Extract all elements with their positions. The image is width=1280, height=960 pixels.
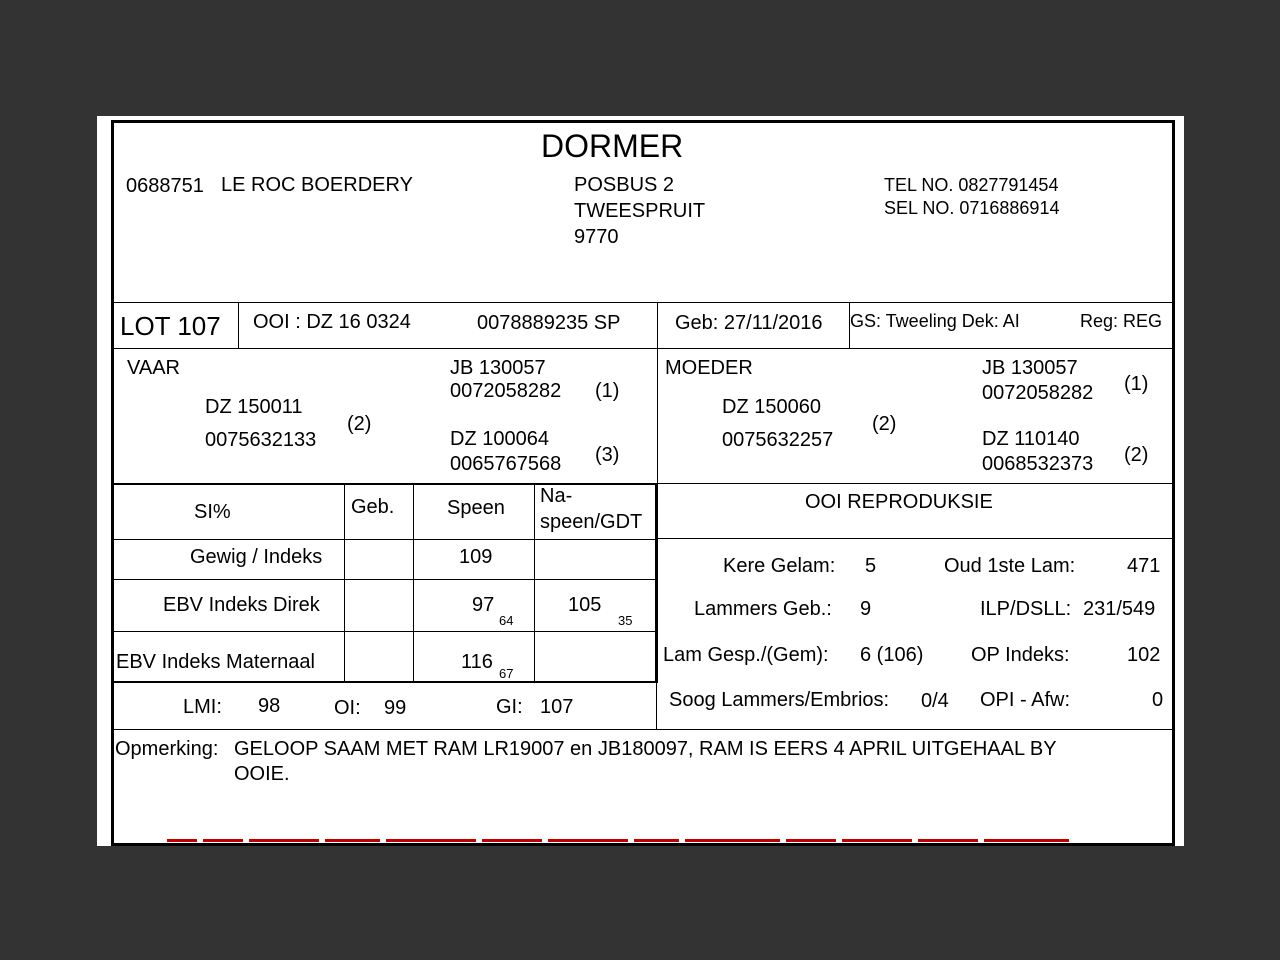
divider-table-header (114, 539, 658, 540)
dam-id: DZ 150060 (722, 396, 821, 418)
value-gewig-speen: 109 (459, 546, 493, 568)
value-direk-naspeen-acc: 35 (618, 613, 633, 628)
value-maternaal-speen: 116 (461, 651, 493, 673)
divider-remark-top (114, 729, 1172, 730)
dam-dam-id: DZ 110140 (982, 428, 1080, 450)
ewe-number: 0078889235 SP (477, 312, 621, 334)
kere-value: 5 (865, 555, 877, 577)
divider-col-speen (413, 484, 414, 682)
opi-value: 0 (1152, 689, 1164, 711)
lmi-value: 98 (258, 695, 281, 717)
sire-sire-grade: (1) (595, 380, 620, 402)
header-speen: Speen (447, 497, 505, 519)
tel-number: TEL NO. 0827791454 (884, 175, 1059, 195)
dam-sire-grade: (1) (1124, 373, 1149, 395)
divider-table-top (114, 483, 658, 485)
cut-off-red-text (167, 839, 1127, 845)
row-label-gewig: Gewig / Indeks (190, 546, 323, 568)
divider-col-naspeen (534, 484, 535, 682)
divider-repro-header (658, 538, 1172, 539)
sire-sire-number: 0072058282 (450, 380, 562, 402)
kere-label: Kere Gelam: (723, 555, 836, 577)
op-label: OP Indeks: (971, 644, 1070, 666)
divider-repro-left (656, 683, 657, 729)
divider-col-geb (344, 484, 345, 682)
lot-card (97, 116, 1184, 846)
gi-value: 107 (540, 696, 574, 718)
sire-label: VAAR (127, 357, 180, 379)
breed-title: DORMER (541, 128, 684, 164)
oi-label: OI: (334, 697, 361, 719)
address-line-3: 9770 (574, 226, 619, 248)
dam-dam-grade: (2) (1124, 444, 1149, 466)
birth-date: Geb: 27/11/2016 (675, 312, 823, 334)
dam-label: MOEDER (665, 357, 753, 379)
divider-pedigree-top (114, 348, 1172, 349)
sire-sire-id: JB 130057 (450, 357, 546, 379)
ilp-label: ILP/DSLL: (980, 598, 1072, 620)
remark-line-1: GELOOP SAAM MET RAM LR19007 en JB180097, RAM IS EERS 4 APRIL UITGEHAAL BY (234, 738, 1057, 760)
dam-sire-id: JB 130057 (982, 357, 1078, 379)
sire-dam-grade: (3) (595, 444, 620, 466)
lot-number: LOT 107 (120, 311, 221, 341)
lammers-value: 9 (860, 598, 872, 620)
ewe-id: OOI : DZ 16 0324 (253, 311, 411, 333)
sire-id: DZ 150011 (205, 396, 303, 418)
owner-code: 0688751 (126, 175, 204, 197)
oud-label: Oud 1ste Lam: (944, 555, 1076, 577)
row-label-ebv-direk: EBV Indeks Direk (163, 594, 320, 616)
op-value: 102 (1127, 644, 1161, 666)
remark-line-2: OOIE. (234, 763, 290, 785)
divider-repro-top (657, 483, 1172, 484)
divider-table-bottom (114, 681, 658, 683)
sire-number: 0075632133 (205, 429, 317, 451)
header-si: SI% (194, 501, 231, 523)
ilp-value: 231/549 (1083, 598, 1156, 620)
registration: Reg: REG (1080, 311, 1163, 331)
dam-sire-number: 0072058282 (982, 382, 1094, 404)
soog-label: Soog Lammers/Embrios: (669, 689, 890, 711)
repro-title: OOI REPRODUKSIE (805, 491, 993, 513)
value-maternaal-speen-acc: 67 (499, 666, 514, 681)
sel-number: SEL NO. 0716886914 (884, 198, 1060, 218)
remark-label: Opmerking: (115, 738, 219, 760)
header-geb: Geb. (351, 496, 395, 518)
gesp-label: Lam Gesp./(Gem): (663, 644, 829, 666)
oi-value: 99 (384, 697, 407, 719)
soog-value: 0/4 (921, 690, 949, 712)
sire-dam-number: 0065767568 (450, 453, 562, 475)
dam-number: 0075632257 (722, 429, 834, 451)
value-direk-naspeen: 105 (568, 594, 602, 616)
value-direk-speen: 97 (472, 594, 495, 616)
divider-row-1 (114, 579, 658, 580)
dam-dam-number: 0068532373 (982, 453, 1094, 475)
divider-lot-2 (657, 302, 658, 483)
divider-lot-1 (238, 302, 239, 348)
header-naspeen-2: speen/GDT (540, 511, 643, 533)
gesp-value: 6 (106) (860, 644, 924, 666)
sire-grade: (2) (347, 413, 372, 435)
gs-dek: GS: Tweeling Dek: AI (850, 311, 1020, 331)
owner-name: LE ROC BOERDERY (221, 174, 413, 196)
opi-label: OPI - Afw: (980, 689, 1071, 711)
lmi-label: LMI: (183, 696, 222, 718)
oud-value: 471 (1127, 555, 1161, 577)
dam-grade: (2) (872, 413, 897, 435)
row-label-ebv-maternaal: EBV Indeks Maternaal (116, 651, 315, 673)
sire-dam-id: DZ 100064 (450, 428, 549, 450)
lammers-label: Lammers Geb.: (694, 598, 832, 620)
header-naspeen-1: Na- (540, 485, 573, 507)
divider-table-right (655, 483, 658, 683)
divider-lot-top (114, 302, 1172, 303)
address-line-2: TWEESPRUIT (574, 200, 706, 222)
gi-label: GI: (496, 696, 523, 718)
value-direk-speen-acc: 64 (499, 613, 514, 628)
address-line-1: POSBUS 2 (574, 174, 675, 196)
divider-row-2 (114, 631, 658, 632)
